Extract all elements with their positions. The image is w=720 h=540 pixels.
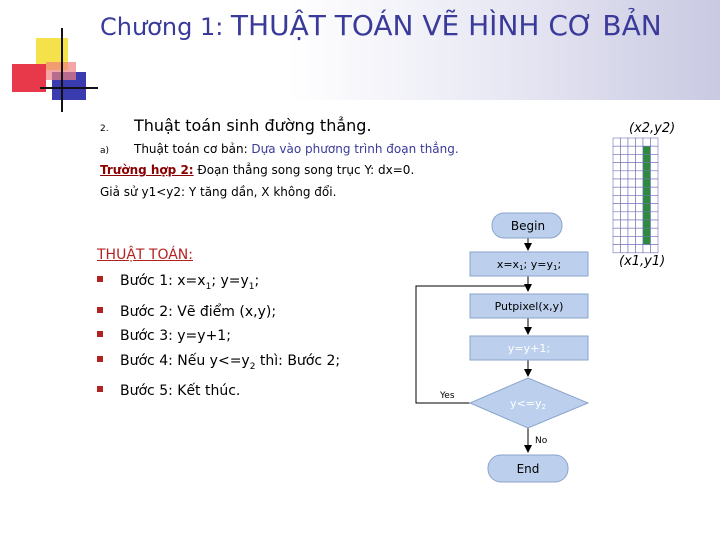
grid-cell [651,212,659,220]
putpixel-label: Putpixel(x,y) [494,300,564,313]
grid-cell [643,138,651,146]
grid-cell [628,163,636,171]
grid-cell [621,146,629,154]
grid-cell [636,179,644,187]
grid-cell [621,245,629,253]
grid-cell [651,220,659,228]
increment-label: y=y+1; [507,342,551,355]
grid-cell [621,220,629,228]
assumption-line: Giả sử y1<y2: Y tăng dần, X không đổi. [100,185,337,199]
grid-cell [628,236,636,244]
highlighted-pixel [643,195,651,203]
grid-cell [636,220,644,228]
grid-cell [613,171,621,179]
step-text: thì: Bước 2; [255,353,341,369]
grid-cell [628,187,636,195]
algorithm-heading: THUẬT TOÁN: [97,247,193,263]
grid-cell [636,187,644,195]
grid-cell [651,171,659,179]
case-label: Trường hợp 2: [100,163,194,177]
grid-cell [651,187,659,195]
end-label: End [516,462,540,476]
grid-cell [613,179,621,187]
highlighted-pixel [643,163,651,171]
grid-cell [628,212,636,220]
grid-cell [651,245,659,253]
grid-cell [613,220,621,228]
grid-cell [621,204,629,212]
grid-cell [628,245,636,253]
highlighted-pixel [643,154,651,162]
grid-cell [621,171,629,179]
step-text: Bước 4: Nếu y<=y [120,353,250,369]
grid-cell [636,195,644,203]
grid-cell [636,146,644,154]
grid-cell [628,195,636,203]
highlighted-pixel [643,228,651,236]
highlighted-pixel [643,220,651,228]
grid-cell [636,228,644,236]
title-main: THUẬT TOÁN VẼ HÌNH CƠ BẢN [230,9,662,42]
grid-cell [636,236,644,244]
grid-cell [621,179,629,187]
highlighted-pixel [643,236,651,244]
highlighted-pixel [643,146,651,154]
grid-cell [621,154,629,162]
highlighted-pixel [643,171,651,179]
grid-cell [613,228,621,236]
grid-cell [636,212,644,220]
grid-cell [621,195,629,203]
highlighted-pixel [643,204,651,212]
sub-number: a) [100,146,110,156]
grid-cell [628,204,636,212]
grid-cell [628,154,636,162]
grid-cells [613,138,658,253]
grid-cell [636,163,644,171]
grid-cell [651,146,659,154]
sub-text: Dựa vào phương trình đoạn thẳng. [251,142,459,156]
grid-cell [613,245,621,253]
highlighted-pixel [643,179,651,187]
grid-cell [643,245,651,253]
grid-cell [651,138,659,146]
grid-cell [651,228,659,236]
grid-cell [636,138,644,146]
grid-cell [628,171,636,179]
begin-label: Begin [510,219,546,233]
grid-cell [621,138,629,146]
title-prefix: Chương 1: [100,13,231,41]
grid-cell [628,179,636,187]
grid-cell [651,163,659,171]
grid-cell [621,236,629,244]
grid-cell [613,236,621,244]
init-label: x=x1; y=y1; [496,258,562,272]
grid-cell [628,138,636,146]
pixel-grid [612,136,660,254]
grid-cell [621,187,629,195]
grid-cell [651,204,659,212]
no-label: No [535,436,548,446]
grid-cell [613,146,621,154]
step-subscript: 2 [249,361,256,372]
grid-cell [636,154,644,162]
grid-cell [613,163,621,171]
condition-label: y<=y2 [510,397,546,411]
grid-cell [651,236,659,244]
step-text: ; y=y [211,273,249,289]
highlighted-pixel [643,187,651,195]
yes-label: Yes [440,391,455,401]
step-text: Bước 3: y=y+1; [120,328,231,344]
grid-cell [628,146,636,154]
highlighted-pixel [643,212,651,220]
item-text: Thuật toán sinh đường thẳng. [134,116,372,135]
grid-cell [613,187,621,195]
grid-cell [636,204,644,212]
step-text: Bước 2: Vẽ điểm (x,y); [120,304,277,320]
step-subscript: 1 [205,281,212,292]
grid-cell [613,195,621,203]
sub-label: Thuật toán cơ bản: [134,142,252,156]
step-subscript: 1 [248,281,255,292]
grid-cell [636,171,644,179]
bottom-coordinate-label: (x1,y1) [619,254,666,269]
grid-cell [628,220,636,228]
grid-cell [621,228,629,236]
grid-cell [628,228,636,236]
grid-cell [613,212,621,220]
grid-cell [651,195,659,203]
grid-cell [636,245,644,253]
step-text: ; [254,273,260,289]
step-text: Bước 5: Kết thúc. [120,383,241,399]
grid-cell [621,212,629,220]
grid-cell [621,163,629,171]
grid-cell [613,138,621,146]
grid-cell [613,204,621,212]
step-text: Bước 1: x=x [120,273,206,289]
grid-cell [613,154,621,162]
grid-cell [651,154,659,162]
case-text: Đoạn thẳng song song trục Y: dx=0. [193,163,415,177]
grid-cell [651,179,659,187]
top-coordinate-label: (x2,y2) [629,121,676,136]
item-number: 2. [100,124,109,134]
